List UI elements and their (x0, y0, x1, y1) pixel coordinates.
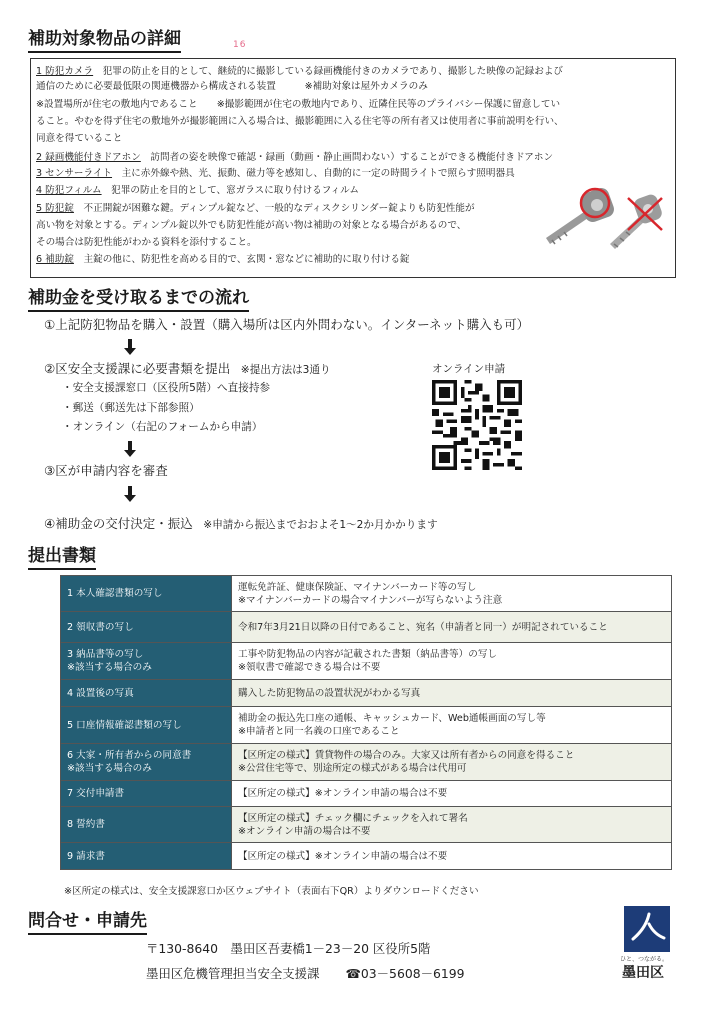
sumida-logo (624, 906, 670, 952)
form-download-note: ※区所定の様式は、安全支援課窓口か区ウェブサイト（表面右下QR）よりダウンロードください (64, 886, 479, 897)
item-term: 3 センサーライト (36, 168, 113, 179)
item-line: 5 防犯錠 不正開錠が困難な鍵。ディンプル錠など、一般的なディスクシリンダー錠よりも防犯性能が (36, 203, 475, 214)
document-row (61, 707, 672, 744)
document-row (61, 643, 672, 680)
document-requirement (232, 612, 672, 643)
flow-step-3: ③区が申請内容を審査 (44, 463, 168, 478)
item-line: ること。やむを得ず住宅の敷地外が撮影範囲に入る場合は、撮影範囲に入る住宅等の所有者又は使用者に事前説明を行い、 (36, 116, 564, 127)
document-name-line: ※該当する場合のみ (67, 662, 152, 673)
contact-line (146, 964, 465, 982)
document-name (61, 612, 232, 643)
item-line: 通信のために必要最低限の関連機器から構成される装置 ※補助対象は屋外カメラのみ (36, 81, 428, 92)
item-term: 6 補助錠 (36, 254, 74, 265)
document-requirement (232, 807, 672, 843)
item-term: 2 録画機能付きドアホン (36, 152, 141, 163)
document-name-line: 9 請求書 (67, 850, 105, 862)
document-name (61, 781, 232, 807)
contact-department: 墨田区危機管理担当安全支援課 (146, 966, 320, 981)
document-name-line: 8 誓約書 (67, 819, 105, 830)
contact-phone: ☎03－5608－6199 (345, 966, 465, 981)
document-requirement-line: ※申請者と同一名義の口座であること (238, 726, 400, 737)
document-requirement-line: 【区所定の様式】賃貸物件の場合のみ。大家又は所有者からの同意を得ること (238, 750, 575, 761)
document-requirement (232, 680, 672, 707)
document-requirement-line: ※公営住宅等で、別途所定の様式がある場合は代用可 (238, 763, 467, 774)
item-line: 6 補助錠 主錠の他に、防犯性を高める目的で、玄関・窓などに補助的に取り付ける錠 (36, 254, 410, 265)
section-title-documents: 提出書類 (28, 545, 96, 570)
logo-tagline: ひと、つながる。 (620, 956, 669, 963)
document-name (61, 680, 232, 707)
item-line: その場合は防犯性能がわかる資料を添付すること。 (36, 237, 257, 248)
document-requirement-line: 補助金の振込先口座の通帳、キャッシュカード、Web通帳画面の写し等 (238, 713, 546, 724)
document-requirement-line: 運転免許証、健康保険証、マイナンバーカード等の写し (238, 581, 477, 593)
document-requirement-line: 購入した防犯物品の設置状況がわかる写真 (238, 687, 421, 699)
document-row (61, 744, 672, 781)
document-name-line: 7 交付申請書 (67, 788, 125, 799)
document-name (61, 576, 232, 612)
document-name (61, 643, 232, 680)
item-line: 高い物を対象とする。ディンプル錠以外でも防犯性能が高い物は補助の対象となる場合があるので、 (36, 220, 467, 231)
document-requirement (232, 781, 672, 807)
document-requirement-line: 【区所定の様式】※オンライン申請の場合は不要 (238, 788, 448, 799)
document-requirement (232, 707, 672, 744)
disc-cylinder-key-icon (610, 193, 664, 249)
flow-step-1: ①上記防犯物品を購入・設置（購入場所は区内外問わない。インターネット購入も可） (44, 317, 530, 332)
item-line: 同意を得ていること (36, 133, 123, 144)
section-title-eligible-items: 補助対象物品の詳細 (28, 28, 181, 53)
document-requirement-line: 令和7年3月21日以降の日付であること、宛名（申請者と同一）が明記されていること (238, 621, 608, 633)
down-arrow-icon (124, 339, 136, 355)
item-line: 2 録画機能付きドアホン 訪問者の姿を映像で確認・録画（動画・静止画問わない）することができる機能付きドアホン (36, 152, 554, 163)
item-line: 4 防犯フィルム 犯罪の防止を目的として、窓ガラスに取り付けるフィルム (36, 185, 359, 196)
document-name (61, 807, 232, 843)
submission-method: ・郵送（郵送先は下部参照） (62, 402, 200, 414)
document-name-line: 2 領収書の写し (67, 621, 134, 633)
document-row (61, 680, 672, 707)
item-term: 5 防犯錠 (36, 203, 74, 214)
document-name-line: ※該当する場合のみ (67, 763, 152, 774)
document-name-line: 5 口座情報確認書類の写し (67, 719, 182, 731)
document-requirement (232, 744, 672, 781)
logo-mark-icon (624, 906, 670, 952)
document-name (61, 707, 232, 744)
stamp-mark: 16 (233, 40, 247, 50)
document-name-line: 6 大家・所有者からの同意書 (67, 750, 192, 761)
document-name-line: 3 納品書等の写し (67, 649, 144, 660)
document-requirement-line: ※オンライン申請の場合は不要 (238, 825, 371, 837)
document-row (61, 612, 672, 643)
dimple-key-icon (546, 186, 616, 244)
document-requirement-line: 【区所定の様式】チェック欄にチェックを入れて署名 (238, 812, 468, 824)
flow-step-4: ④補助金の交付決定・振込 ※申請から振込までおおよそ1〜2か月かかります (44, 516, 438, 531)
online-application-label: オンライン申請 (432, 363, 506, 375)
item-line: 1 防犯カメラ 犯罪の防止を目的として、継続的に撮影している録画機能付きのカメラであり、撮影した映像の記録および (36, 66, 564, 77)
qr-code[interactable] (432, 380, 522, 470)
down-arrow-icon (124, 486, 136, 502)
keys-illustration (540, 182, 668, 254)
item-line: 3 センサーライト 主に赤外線や熱、光、振動、磁力等を感知し、自動的に一定の時間ライトで照らす照明器具 (36, 168, 515, 179)
down-arrow-icon (124, 441, 136, 457)
document-name (61, 744, 232, 781)
document-requirement-line: ※領収書で確認できる場合は不要 (238, 662, 381, 673)
document-name-line: 1 本人確認書類の写し (67, 588, 163, 599)
document-row (61, 781, 672, 807)
documents-table (60, 575, 672, 870)
submission-method: ・安全支援課窓口（区役所5階）へ直接持参 (62, 382, 271, 394)
section-title-contact: 問合せ・申請先 (28, 910, 147, 935)
section-title-flow: 補助金を受け取るまでの流れ (28, 287, 249, 312)
document-requirement-line: ※マイナンバーカードの場合マイナンバーが写らないよう注意 (238, 594, 503, 606)
contact-address: 〒130-8640 墨田区吾妻橋1－23－20 区役所5階 (146, 941, 431, 956)
submission-method: ・オンライン（右記のフォームから申請） (62, 421, 263, 433)
document-requirement-line: 工事や防犯物品の内容が記載された書類（納品書等）の写し (238, 649, 498, 660)
document-row (61, 843, 672, 870)
document-requirement (232, 576, 672, 612)
document-row (61, 807, 672, 843)
item-term: 4 防犯フィルム (36, 185, 102, 196)
document-name (61, 843, 232, 870)
document-requirement-line: 【区所定の様式】※オンライン申請の場合は不要 (238, 850, 448, 862)
item-term: 1 防犯カメラ (36, 66, 94, 77)
document-requirement (232, 843, 672, 870)
logo-name: 墨田区 (622, 965, 664, 981)
flow-step-2: ②区安全支援課に必要書類を提出 ※提出方法は3通り (44, 361, 331, 376)
document-row (61, 576, 672, 612)
document-requirement (232, 643, 672, 680)
document-name-line: 4 設置後の写真 (67, 687, 134, 699)
item-line: ※設置場所が住宅の敷地内であること ※撮影範囲が住宅の敷地内であり、近隣住民等のプライバシー保護に留意してい (36, 99, 561, 110)
